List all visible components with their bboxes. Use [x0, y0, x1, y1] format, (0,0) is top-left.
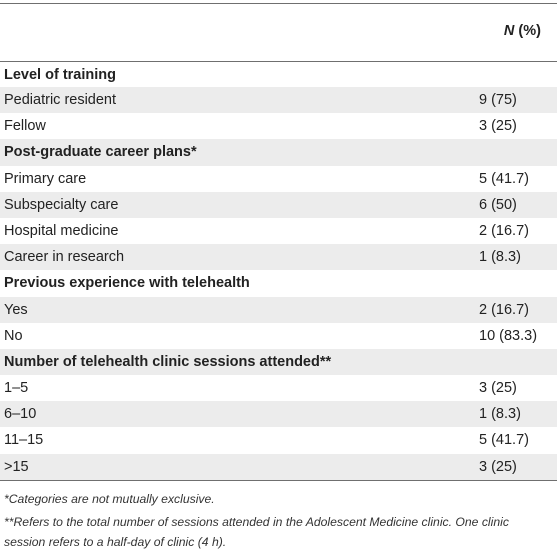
row-label: No [4, 327, 23, 344]
table-row [0, 244, 557, 270]
table-row [0, 218, 557, 244]
column-header-n: N [503, 23, 515, 39]
column-header-percent: (%) [514, 23, 541, 39]
section-heading: Level of training [4, 67, 116, 83]
row-value: 2 (16.7) [479, 301, 529, 318]
data-table [0, 3, 557, 481]
row-label: Primary care [4, 170, 87, 187]
row-value: 6 (50) [479, 196, 517, 213]
table-footnotes [0, 481, 557, 552]
table-row [0, 297, 557, 323]
column-header-n-percent [504, 23, 541, 39]
row-label: 6–10 [4, 406, 37, 423]
table-row [0, 375, 557, 401]
row-label: Yes [4, 301, 28, 318]
footnote-categories: *Categories are not mutually exclusive. [4, 491, 215, 506]
row-value: 3 (25) [479, 458, 517, 475]
row-label: 11–15 [4, 432, 44, 449]
row-value: 10 (83.3) [479, 327, 538, 344]
table-row [0, 192, 557, 218]
row-value: 5 (41.7) [479, 170, 529, 187]
table-section-row [0, 139, 557, 165]
row-label: Fellow [4, 118, 46, 135]
row-value: 5 (41.7) [479, 432, 529, 449]
table-row [0, 113, 557, 139]
table-section-row [0, 270, 557, 296]
table-body [0, 62, 557, 480]
table-row [0, 323, 557, 349]
table-header-row [0, 4, 557, 61]
table-row [0, 87, 557, 113]
row-value: 3 (25) [479, 380, 517, 397]
row-value: 1 (8.3) [479, 249, 521, 266]
row-label: >15 [4, 458, 29, 475]
row-value: 1 (8.3) [479, 406, 521, 423]
row-value: 9 (75) [479, 92, 517, 108]
row-label: 1–5 [4, 380, 29, 397]
row-label: Hospital medicine [4, 222, 119, 239]
table-row [0, 401, 557, 427]
section-heading: Number of telehealth clinic sessions attended** [4, 353, 332, 370]
table-section-row [0, 349, 557, 375]
section-heading: Previous experience with telehealth [4, 275, 250, 292]
row-label: Pediatric resident [4, 92, 117, 108]
table-row [0, 454, 557, 480]
table-section-row [0, 62, 557, 87]
row-value: 3 (25) [479, 118, 517, 135]
section-heading: Post-graduate career plans* [4, 144, 197, 161]
row-label: Career in research [4, 249, 125, 266]
table-bottom-rule [0, 480, 557, 481]
table-row [0, 166, 557, 192]
table-row [0, 427, 557, 453]
row-value: 2 (16.7) [479, 222, 529, 239]
row-label: Subspecialty care [4, 196, 119, 213]
footnote-sessions: **Refers to the total number of sessions attended in the Adolescent Medicine clinic. One clinic session refers to a half-day of clinic (4 h). [4, 514, 509, 549]
